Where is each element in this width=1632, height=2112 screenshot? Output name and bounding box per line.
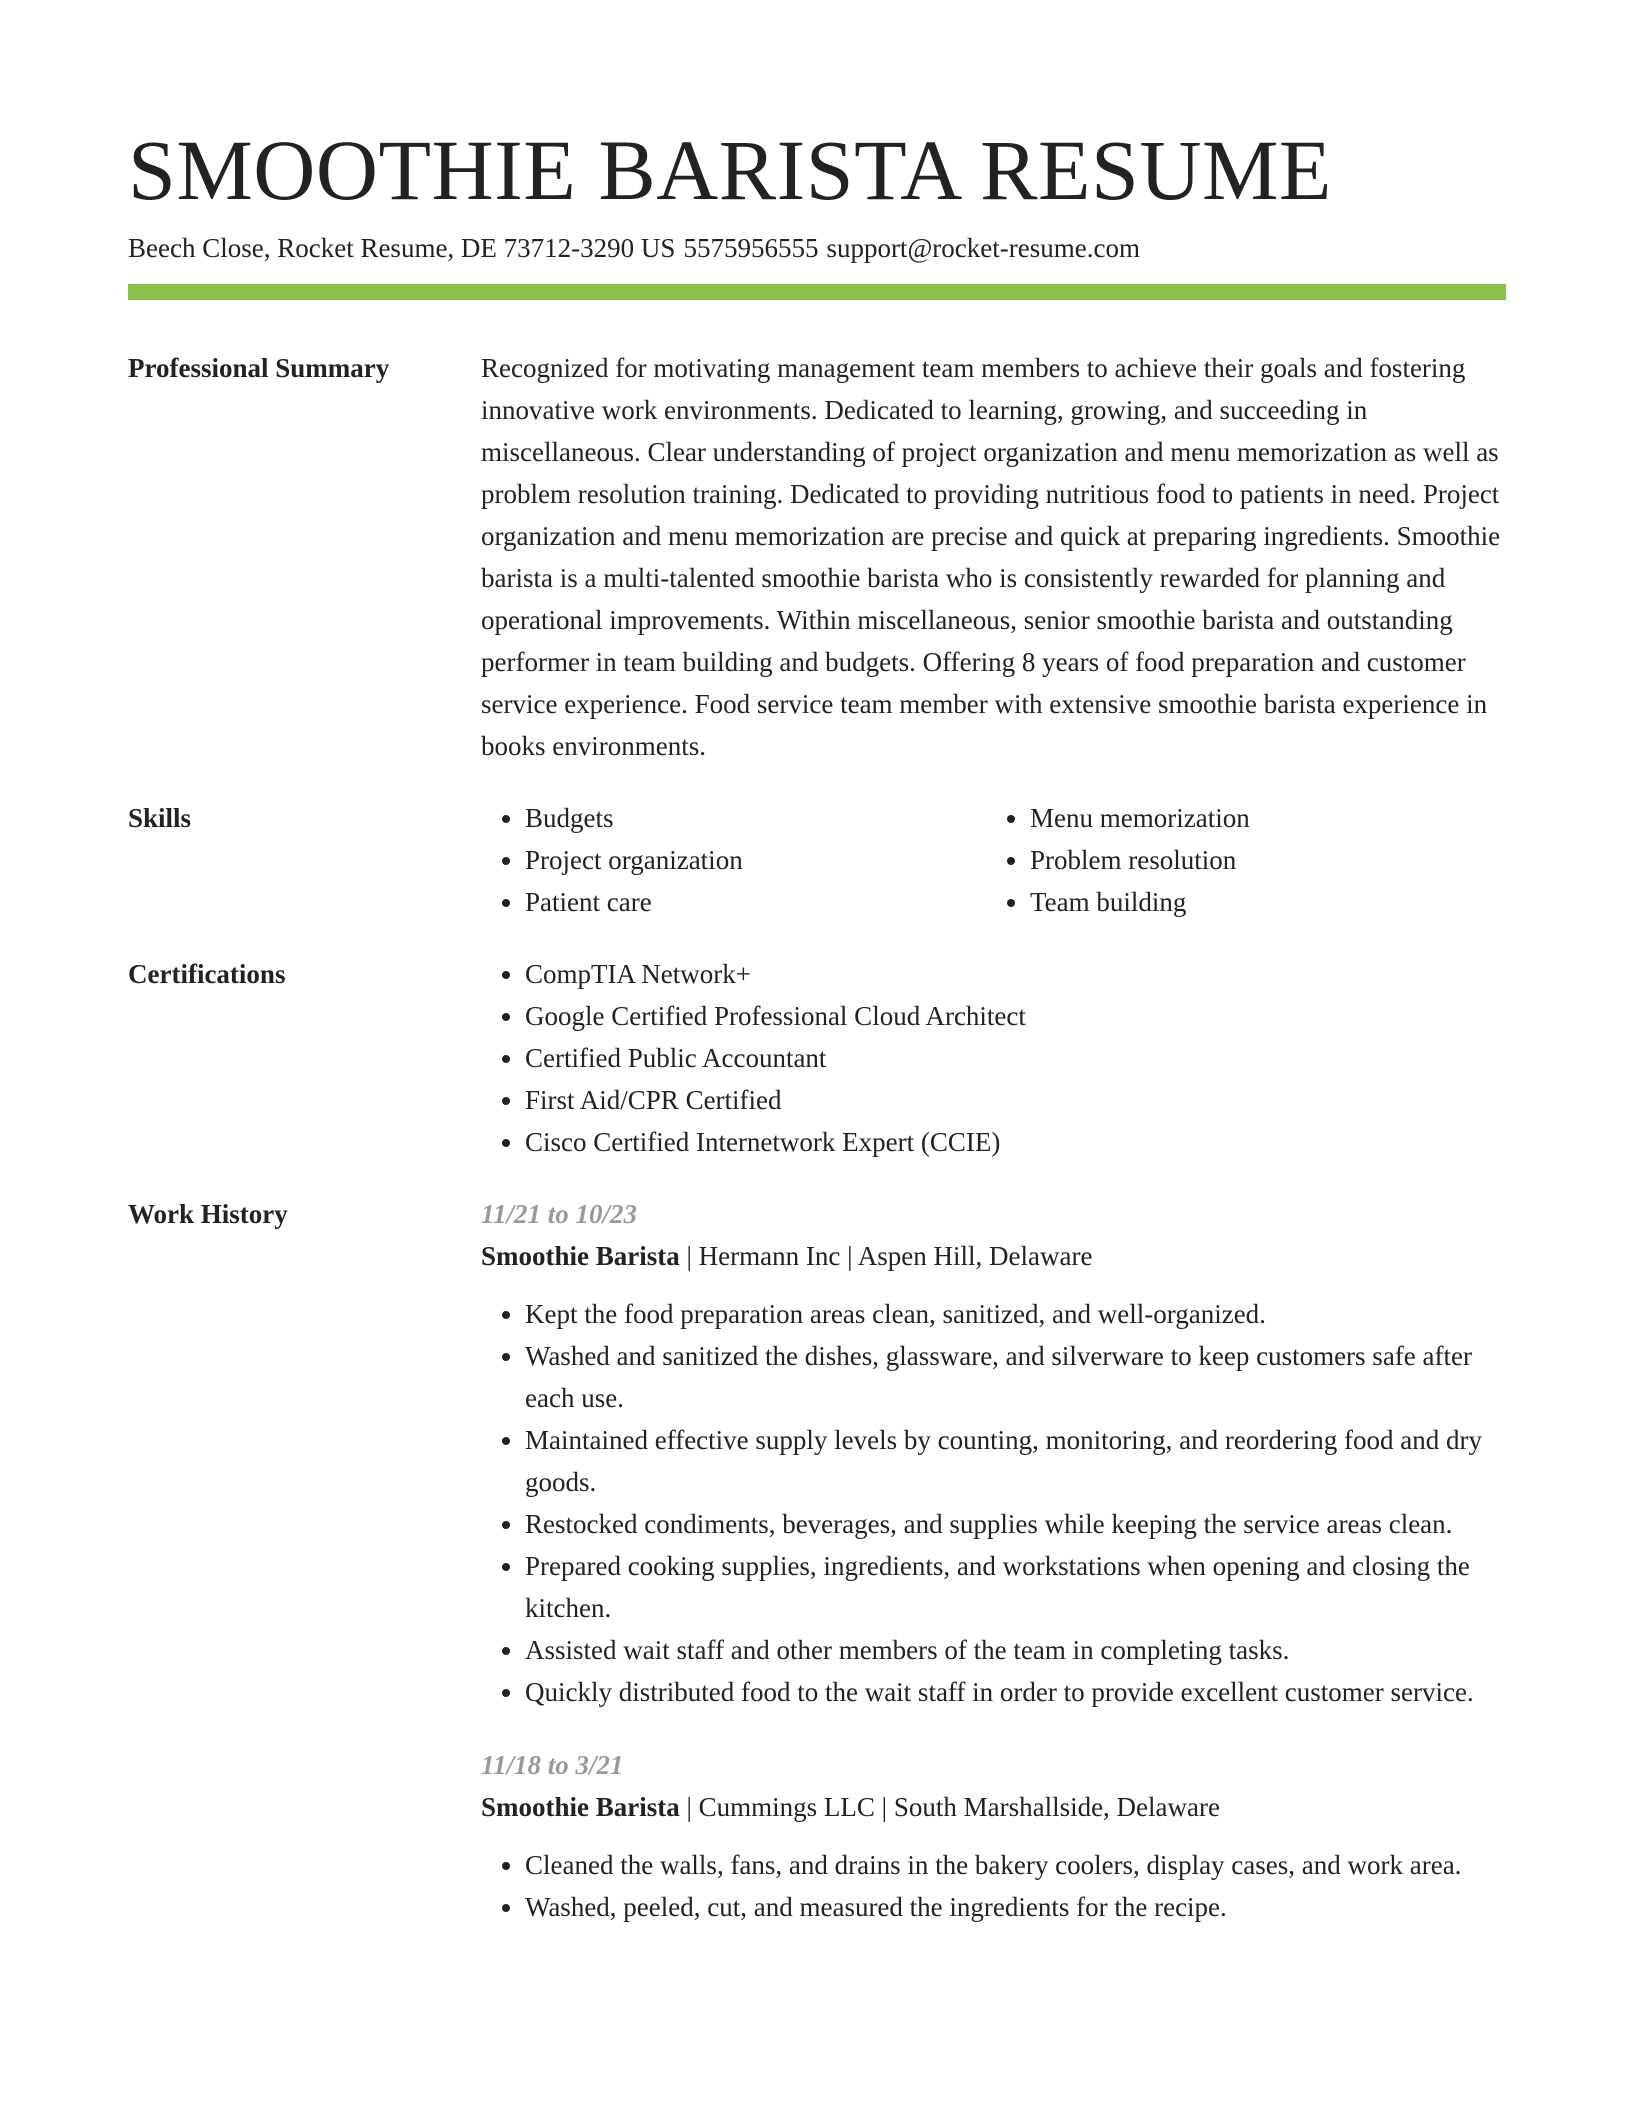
summary-text: Recognized for motivating management team members to achieve their goals and fostering innovative work environments. Dedicated to learning, growing, and succeeding in miscellaneous. Clear understanding of project organization and menu memorization as well as problem resolution training. Dedicated to providing nutritious food to patients in need. Project organization and menu memorization are precise and quick at preparing ingredients. Smoothie barista is a multi-talented smoothie barista who is consistently rewarded for planning and operational improvements. Within miscellaneous, senior smoothie barista and outstanding performer in team building and budgets. Offering 8 years of food preparation and customer service experience. Food service team member with extensive smoothie barista experience in books environments. xyxy=(481,353,1501,761)
job-title: Smoothie Barista xyxy=(481,1241,680,1271)
contact-line xyxy=(128,230,1506,266)
skill-item: • Patient care xyxy=(525,881,986,923)
skills-list-left xyxy=(481,797,986,923)
certification-item: • Google Certified Professional Cloud Architect xyxy=(525,995,1506,1037)
skill-item: • Team building xyxy=(1030,881,1486,923)
job-dates: 11/18 to 3/21 xyxy=(481,1750,624,1780)
skills-label: Skills xyxy=(128,803,192,833)
job-bullet: • Restocked condiments, beverages, and supplies while keeping the service areas clean. xyxy=(525,1503,1506,1545)
job-bullet: • Quickly distributed food to the wait staff in order to provide excellent customer service. xyxy=(525,1671,1506,1713)
summary-body xyxy=(481,347,1506,767)
job-bullets xyxy=(481,1293,1506,1713)
resume-page xyxy=(128,122,1506,1928)
skills-section xyxy=(128,797,1506,923)
summary-section xyxy=(128,347,1506,767)
job-bullet: • Washed, peeled, cut, and measured the ingredients for the recipe. xyxy=(525,1886,1506,1928)
job-bullet: • Assisted wait staff and other members of the team in completing tasks. xyxy=(525,1629,1506,1671)
job-title: Smoothie Barista xyxy=(481,1792,680,1822)
certifications-body xyxy=(481,953,1506,1163)
certifications-section xyxy=(128,953,1506,1163)
job-bullet: • Cleaned the walls, fans, and drains in the bakery coolers, display cases, and work area. xyxy=(525,1844,1506,1886)
skill-item: • Budgets xyxy=(525,797,986,839)
job-bullet: • Washed and sanitized the dishes, glassware, and silverware to keep customers safe after each use. xyxy=(525,1335,1506,1419)
job-entry xyxy=(481,1744,1506,1928)
skills-list-right xyxy=(986,797,1486,923)
skill-item: • Menu memorization xyxy=(1030,797,1486,839)
work-history-body xyxy=(481,1193,1506,1928)
job-details: | Cummings LLC | South Marshallside, Delaware xyxy=(679,1792,1220,1822)
job-bullet: • Kept the food preparation areas clean, sanitized, and well-organized. xyxy=(525,1293,1506,1335)
certification-item: • CompTIA Network+ xyxy=(525,953,1506,995)
work-history-section xyxy=(128,1193,1506,1928)
contact-phone: 5575956555 xyxy=(683,233,819,263)
contact-address: Beech Close, Rocket Resume, DE 73712-3290 US xyxy=(128,233,676,263)
job-bullet: • Maintained effective supply levels by counting, monitoring, and reordering food and dry goods. xyxy=(525,1419,1506,1503)
job-bullets xyxy=(481,1844,1506,1928)
resume-title: SMOOTHIE BARISTA RESUME xyxy=(128,122,1332,218)
job-dates: 11/21 to 10/23 xyxy=(481,1199,638,1229)
work-history-label: Work History xyxy=(128,1199,288,1229)
certifications-list xyxy=(481,953,1506,1163)
certification-item: • Certified Public Accountant xyxy=(525,1037,1506,1079)
certification-item: • Cisco Certified Internetwork Expert (CCIE) xyxy=(525,1121,1506,1163)
skills-body xyxy=(481,797,1506,923)
job-heading xyxy=(481,1786,1506,1828)
skill-item: • Project organization xyxy=(525,839,986,881)
job-details: | Hermann Inc | Aspen Hill, Delaware xyxy=(679,1241,1093,1271)
accent-divider xyxy=(128,284,1506,300)
job-heading xyxy=(481,1235,1506,1277)
certifications-label: Certifications xyxy=(128,959,286,989)
contact-email: support@rocket-resume.com xyxy=(826,233,1140,263)
certification-item: • First Aid/CPR Certified xyxy=(525,1079,1506,1121)
summary-label: Professional Summary xyxy=(128,353,390,383)
skill-item: • Problem resolution xyxy=(1030,839,1486,881)
job-entry xyxy=(481,1193,1506,1713)
job-bullet: • Prepared cooking supplies, ingredients, and workstations when opening and closing the kitchen. xyxy=(525,1545,1506,1629)
